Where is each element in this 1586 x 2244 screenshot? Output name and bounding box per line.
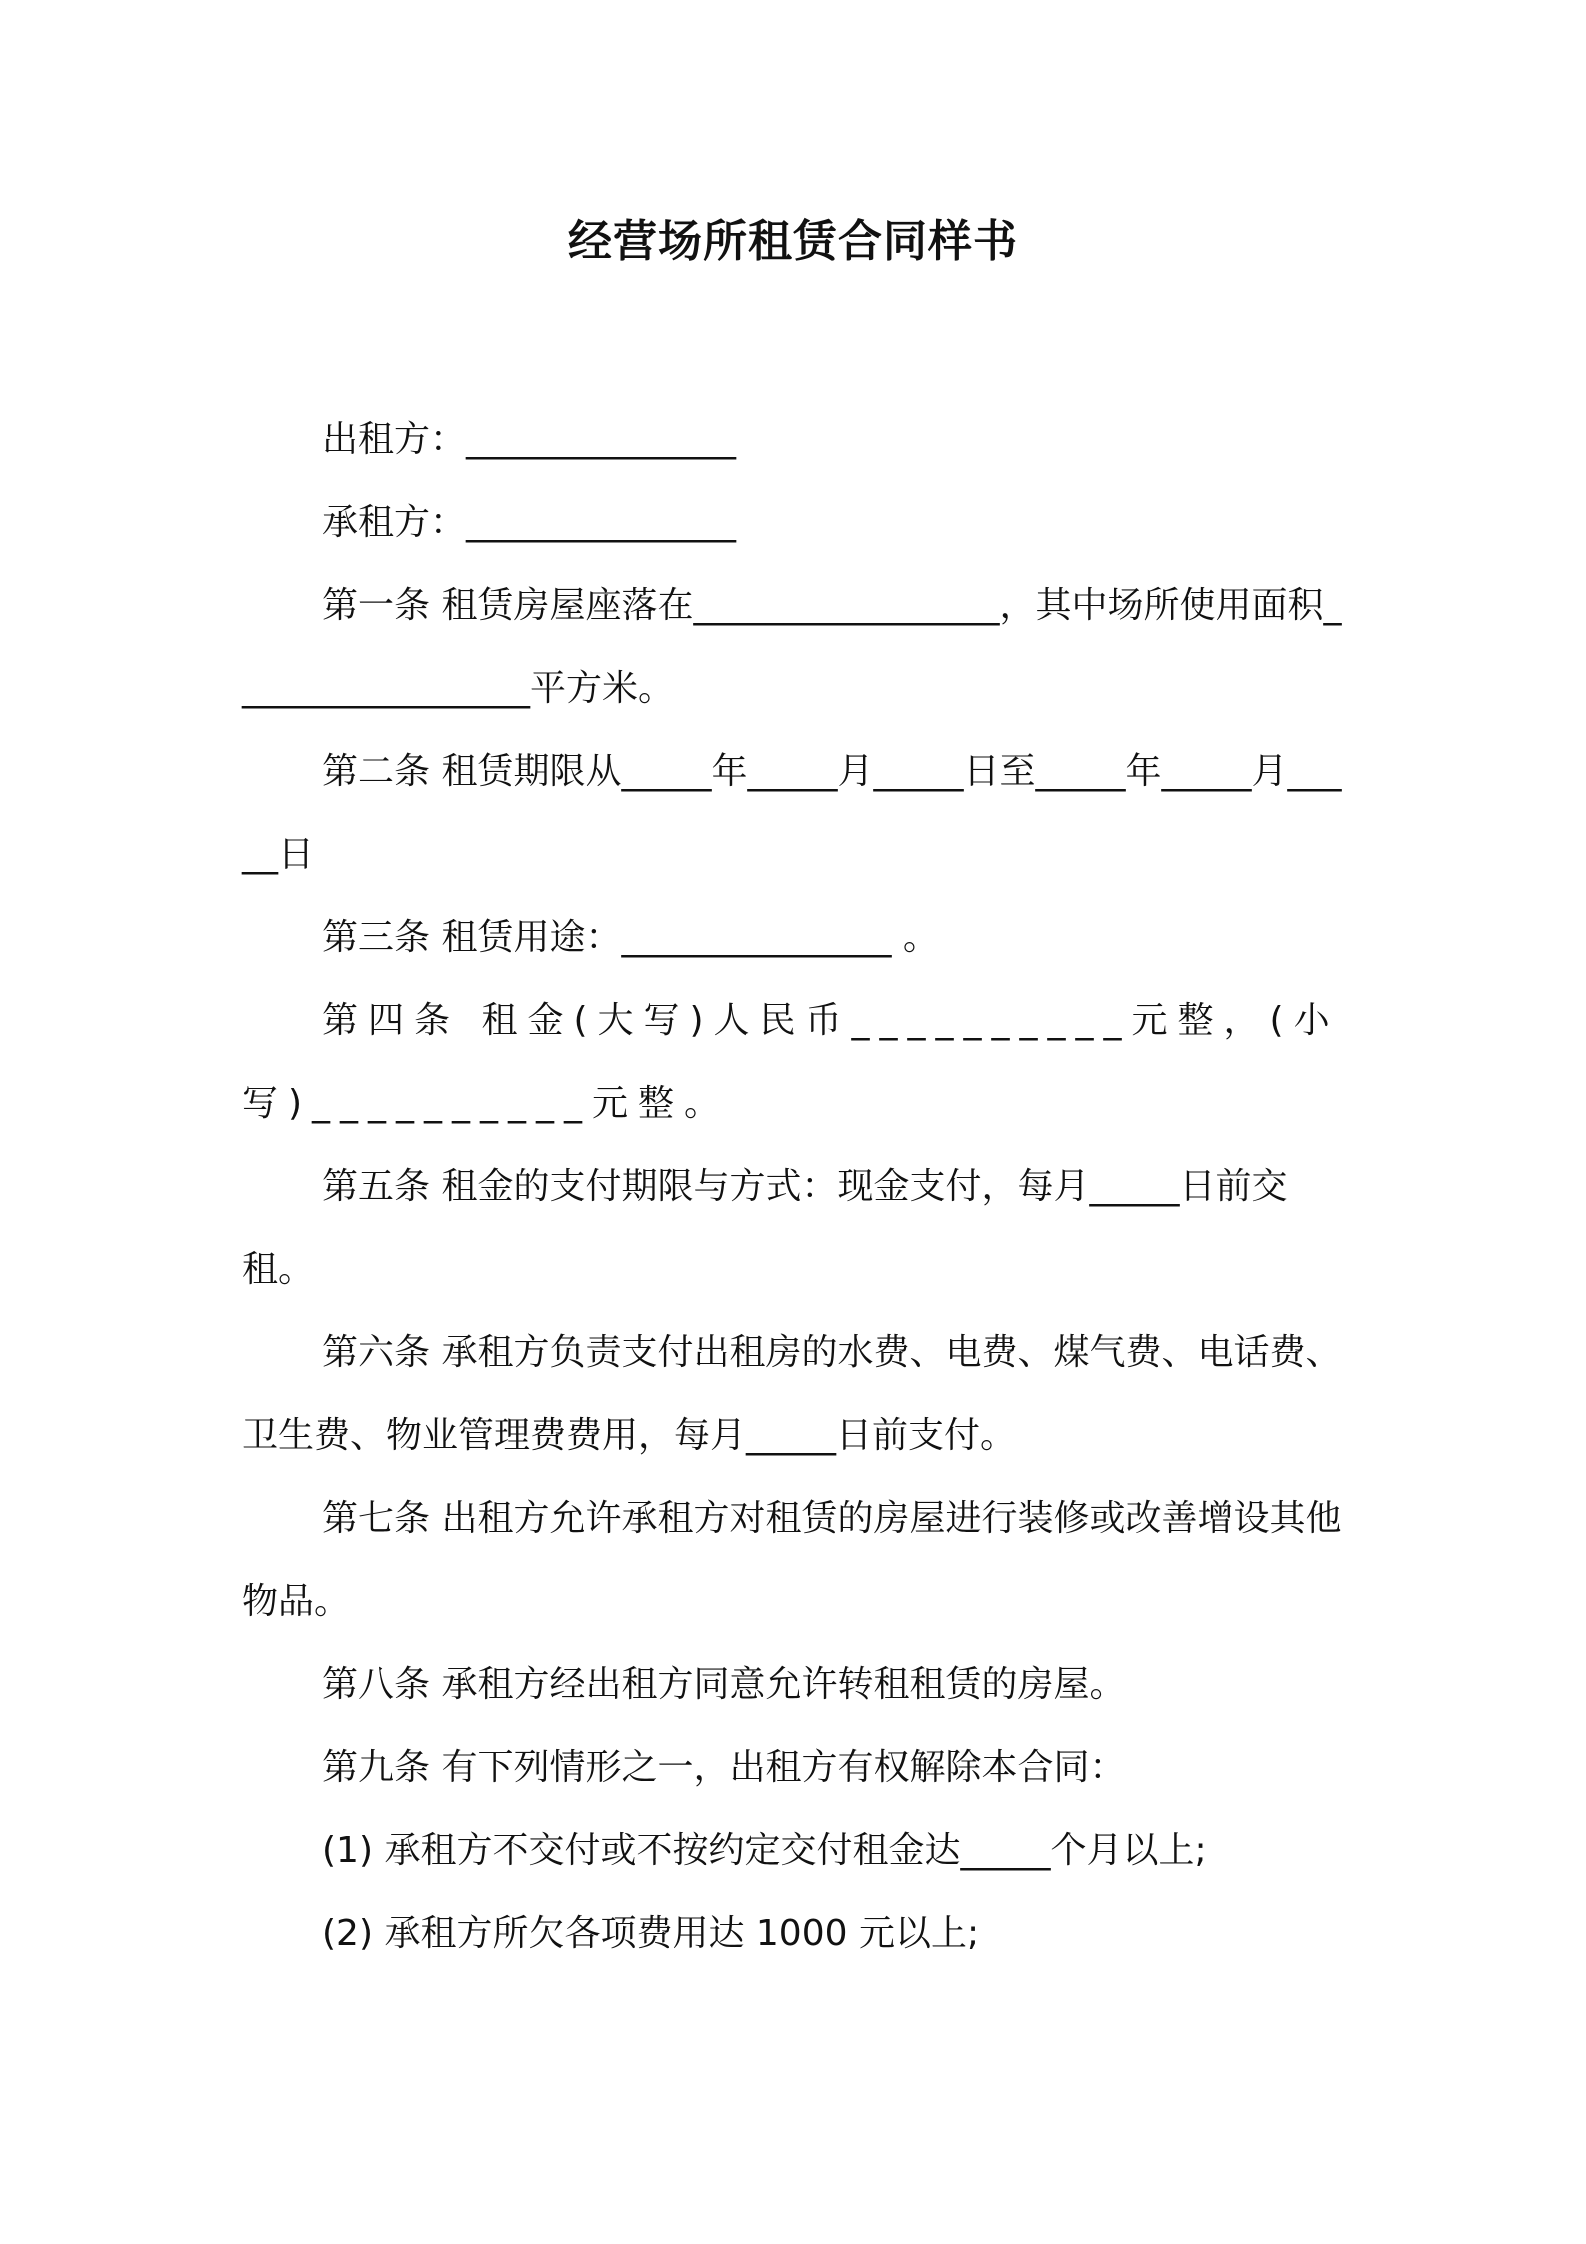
- article-7: 第七条 出租方允许承租方对租赁的房屋进行装修或改善增设其他物品。: [242, 1498, 1342, 1622]
- article-9: 第九条 有下列情形之一，出租方有权解除本合同：: [322, 1747, 1126, 1788]
- article-2: 第二条 租赁期限从_____年_____月_____日至_____年_____月_____日: [242, 751, 1342, 875]
- lessee-line: 承租方：_______________: [322, 502, 737, 543]
- article-9-item-2: (2) 承租方所欠各项费用达 1000 元以上;: [322, 1913, 980, 1954]
- article-4: 第四条 租金(大写)人民币__________元整，(小写)__________元整。: [242, 1000, 1340, 1124]
- article-6: 第六条 承租方负责支付出租房的水费、电费、煤气费、电话费、卫生费、物业管理费费用，每月_____日前支付。: [242, 1332, 1342, 1456]
- article-3: 第三条 租赁用途：_______________ 。: [322, 917, 939, 958]
- lessor-line: 出租方：_______________: [322, 419, 737, 460]
- article-9-item-1: (1) 承租方不交付或不按约定交付租金达_____个月以上;: [322, 1830, 1207, 1871]
- article-5: 第五条 租金的支付期限与方式：现金支付，每月_____日前交租。: [242, 1166, 1288, 1290]
- article-8: 第八条 承租方经出租方同意允许转租租赁的房屋。: [322, 1664, 1126, 1705]
- article-1: 第一条 租赁房屋座落在_________________，其中场所使用面积_________________平方米。: [242, 585, 1342, 709]
- document-title: 经营场所租赁合同样书: [568, 216, 1018, 267]
